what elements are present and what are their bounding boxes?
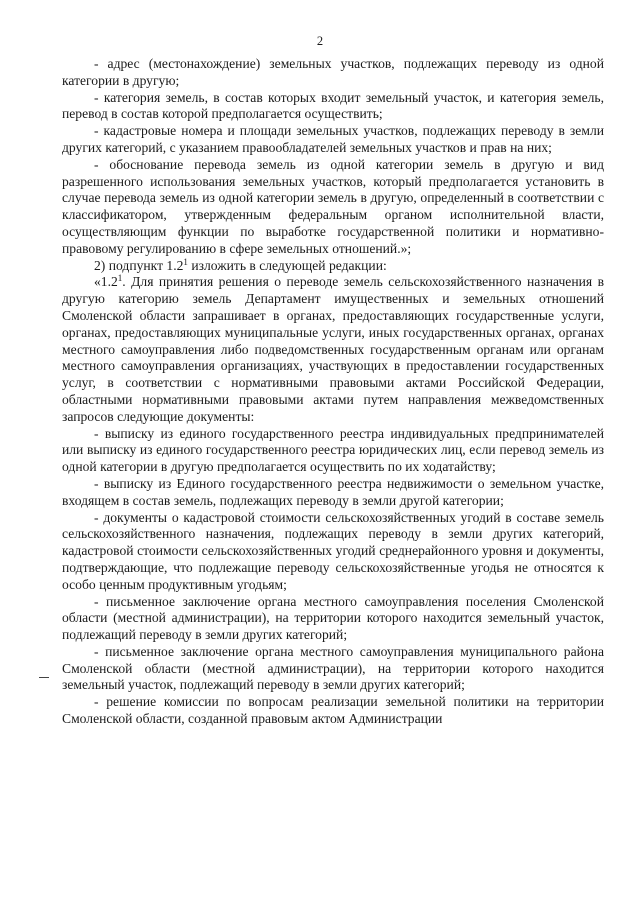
page-number: 2: [316, 34, 324, 48]
list-item-settlement-conclusion: - письменное заключение органа местного самоуправления поселения Смоленской области (местной администрации), на территории которого находится земельный участок, подлежащий переводу в земли других категорий;: [62, 593, 604, 643]
paragraph-address: - адрес (местонахождение) земельных участков, подлежащих переводу из одной категории в другую;: [62, 56, 604, 88]
list-item-commission-decision: - решение комиссии по вопросам реализации земельной политики на территории Смоленской области, созданной правовым актом Администрации: [62, 694, 604, 727]
list-item-cadastral-value: - документы о кадастровой стоимости сельскохозяйственных угодий в составе земель сельскохозяйственного назначения, подлежащих переводу в земли других категорий, кадастровой стоимости сельскохозяйственных угодий среднерайонного уровня и документы, подтверждающие, что подлежащие переводу сельскохозяйственные угодья не относятся к особо ценным продуктивным угодьям;: [62, 509, 604, 592]
item-2-superscript: 1: [183, 256, 188, 267]
paragraph-cadastral-numbers: - кадастровые номера и площади земельных участков, подлежащих переводу в земли других категорий, с указанием правообладателей земельных участков и прав на них;: [62, 123, 604, 155]
list-item-district-conclusion: - письменное заключение органа местного самоуправления муниципального района Смоленской области (местной администрации), на территории которого находится земельный участок, подлежащий переводу в земли других категорий;: [62, 643, 604, 693]
paragraph-quote-1-2-1: [62, 274, 604, 425]
quote-number: «1.2: [94, 274, 118, 290]
paragraph-justification: - обоснование перевода земель из одной категории земель в другую и вид разрешенного использования земельных участков, который предполагается установить в случае перевода земель из одной категории земель в другую, определенный в соответствии с классификатором, утвержденным федеральным органом исполнительной власти, осуществляющим функции по выработке государственной политики и нормативно-правовому регулированию в сфере земельных отношений.»;: [62, 156, 604, 256]
quote-text: . Для принятия решения о переводе земель сельскохозяйственного назначения в другую категорию земель Департамент имущественных и земельных отношений Смоленской области запрашивает в органах, предоставляющих государственные услуги, органах, предоставляющих муниципальные услуги, иных государственных органах, органах местного самоуправления либо подведомственных государственным органам или органам местного самоуправления организациях, участвующих в предоставлении государственных услуг, в соответствии с нормативными правовыми актами Российской Федерации, областными нормативными правовыми актами путем направления межведомственных запросов следующие документы:: [62, 274, 604, 424]
list-item-egrn-extract: - выписку из Единого государственного реестра недвижимости о земельном участке, входящем в состав земель, подлежащих переводу в земли другой категории;: [62, 475, 604, 508]
item-2-text: 2) подпункт 1.2: [94, 257, 184, 273]
margin-mark: [39, 677, 49, 678]
list-item-egrip-extract: - выписку из единого государственного реестра индивидуальных предпринимателей или выписку из единого государственного реестра юридических лиц, если перевод земель из одной категории в другую предполагается осуществить по их ходатайству;: [62, 425, 604, 475]
document-body: [62, 56, 604, 728]
paragraph-category: - категория земель, в состав которых входит земельный участок, и категория земель, перевод в состав которой предполагается осуществить;: [62, 89, 604, 122]
quote-superscript: 1: [117, 273, 123, 284]
paragraph-item-2: [62, 258, 604, 275]
item-2-text-end: изложить в следующей редакции:: [187, 257, 387, 273]
